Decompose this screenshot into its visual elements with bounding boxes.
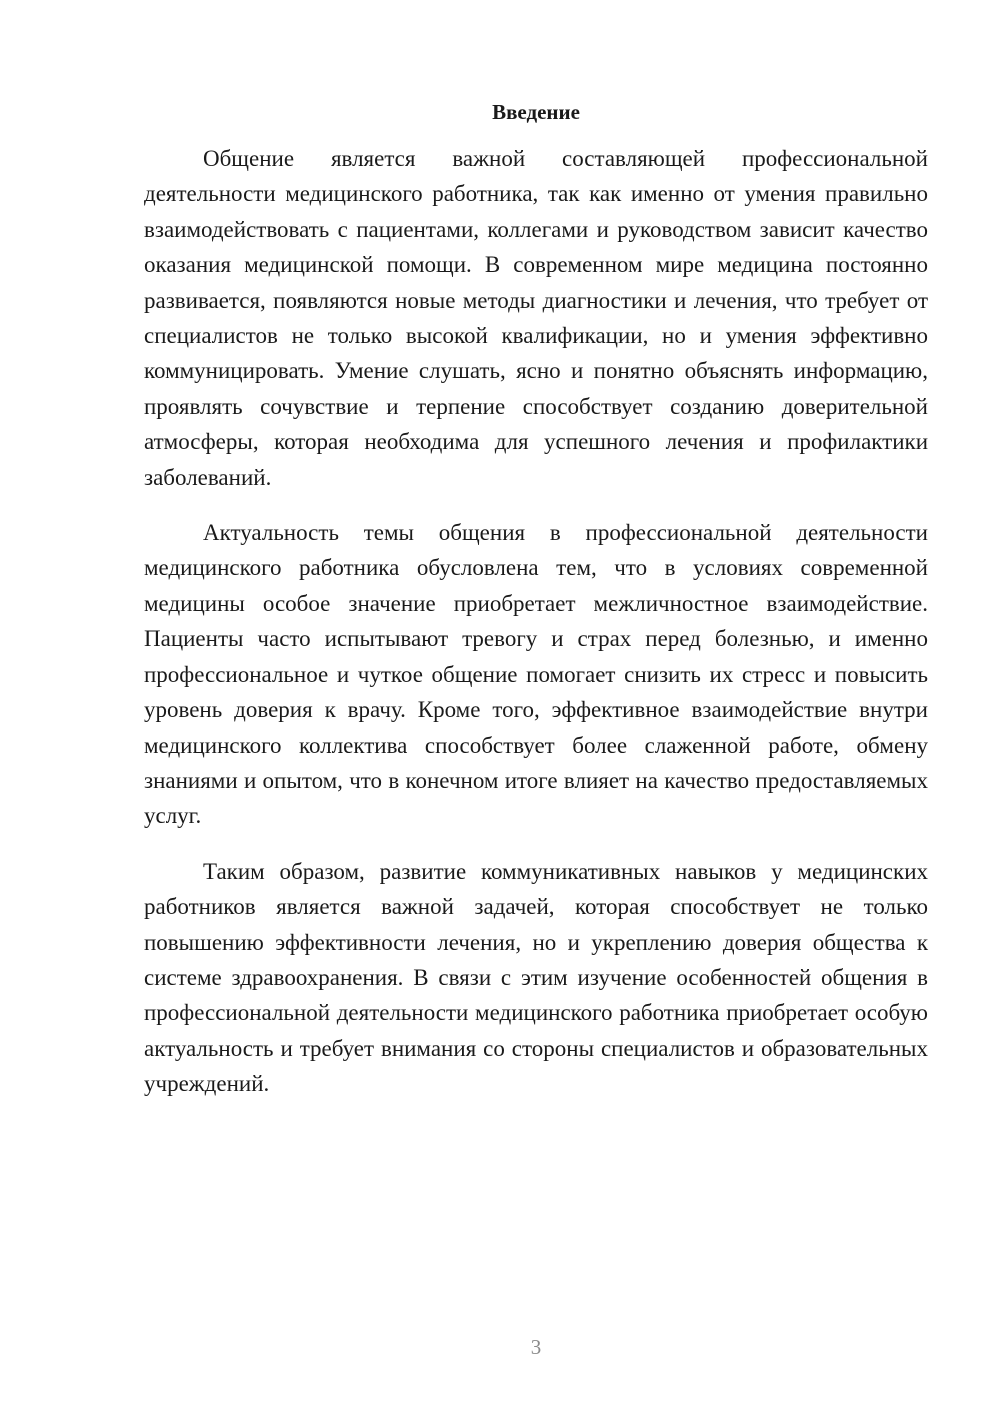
section-heading: Введение xyxy=(492,100,580,124)
page-number: 3 xyxy=(530,1335,542,1359)
paragraph-3: Таким образом, развитие коммуникативных навыков у медицинских работников является важной задачей, которая способствует не только повышению эффективности лечения, но и укреплению доверия общества к системе здравоохранения. В связи с этим изучение особенностей общения в профессиональной деятельности медицинского работника приобретает особую актуальность и требует внимания со стороны специалистов и образовательных учреждений. xyxy=(144,858,928,1097)
paragraph-2: Актуальность темы общения в профессиональной деятельности медицинского работника обусловлена тем, что в условиях современной медицины особое значение приобретает межличностное взаимодействие. Пациенты часто испытывают тревогу и страх перед болезнью, и именно профессиональное и чуткое общение помогает снизить их стресс и повысить уровень доверия к врачу. Кроме того, эффективное взаимодействие внутри медицинского коллектива способствует более слаженной работе, обмену знаниями и опытом, что в конечном итоге влияет на качество предоставляемых услуг. xyxy=(144,520,928,829)
body-text xyxy=(144,141,928,1102)
paragraph-1: Общение является важной составляющей профессиональной деятельности медицинского работника, так как именно от умения правильно взаимодействовать с пациентами, коллегами и руководством зависит качество оказания медицинской помощи. В современном мире медицина постоянно развивается, появляются новые методы диагностики и лечения, что требует от специалистов не только высокой квалификации, но и умения эффективно коммуницировать. Умение слушать, ясно и понятно объяснять информацию, проявлять сочувствие и терпение способствует созданию доверительной атмосферы, которая необходима для успешного лечения и профилактики заболеваний. xyxy=(144,146,928,490)
